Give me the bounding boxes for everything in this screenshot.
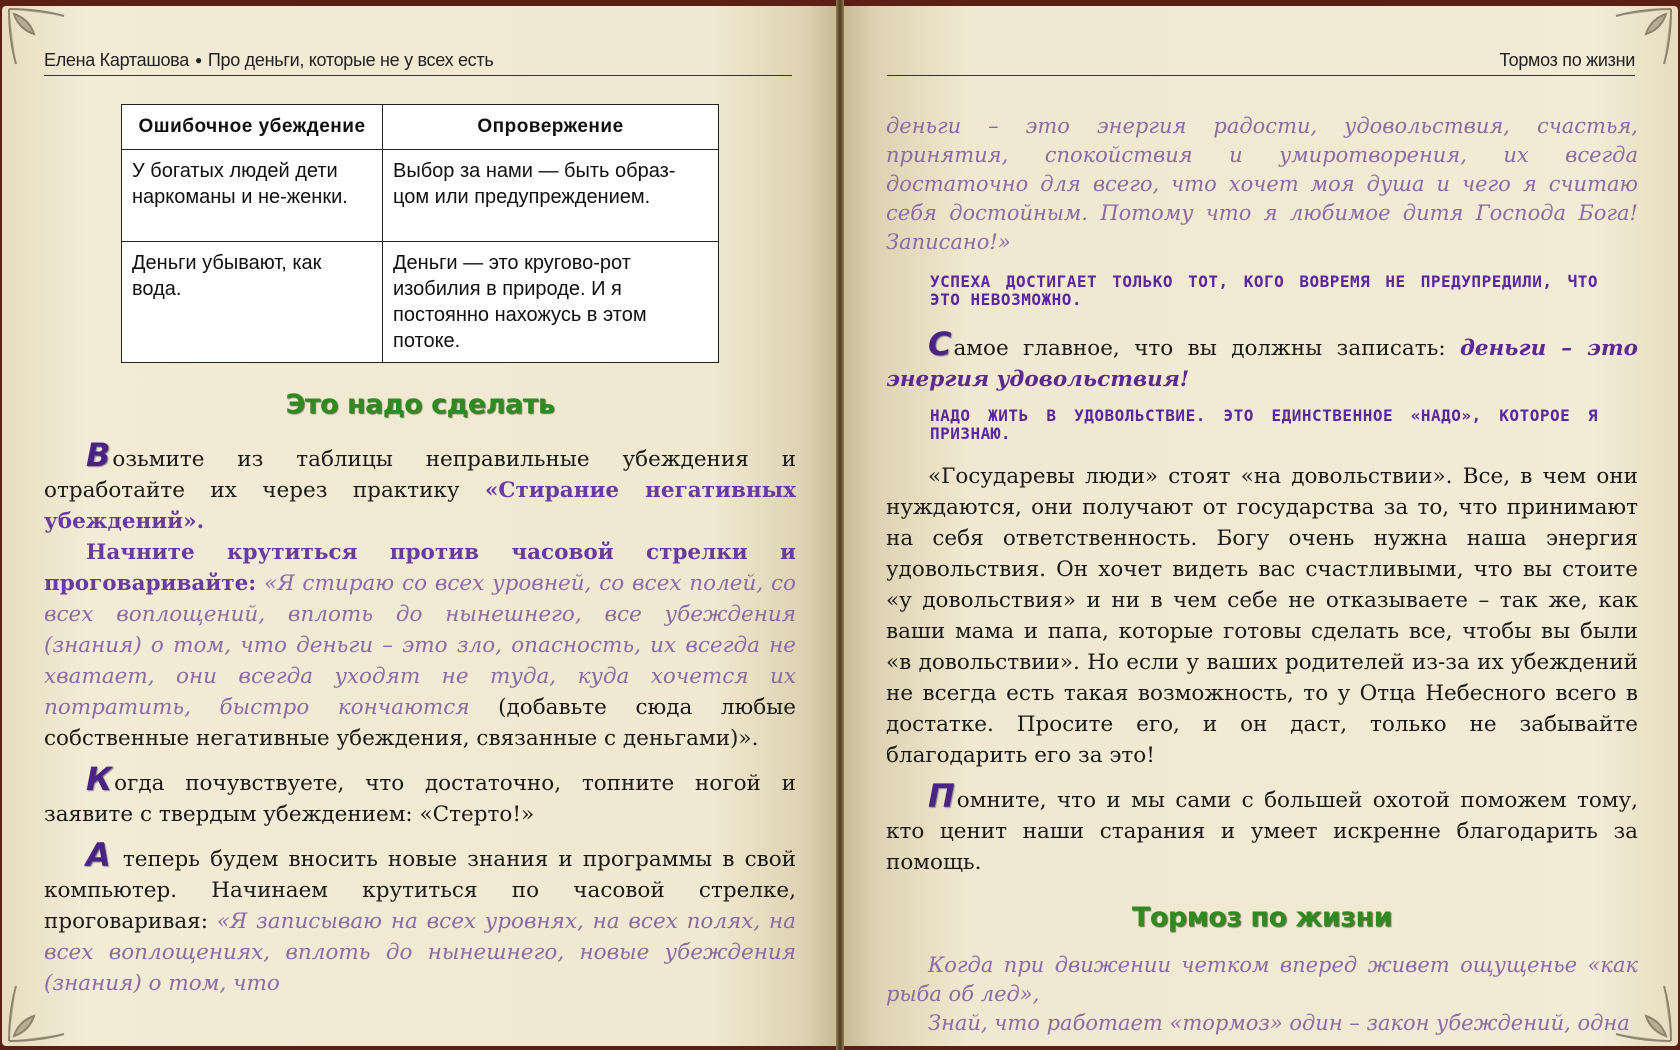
poem-line: Знай, что работает «тормоз» один – закон убеждений, одна bbox=[928, 1011, 1630, 1035]
drop-cap: П bbox=[928, 777, 955, 815]
paragraph bbox=[44, 537, 796, 754]
paragraph bbox=[886, 777, 1638, 878]
paragraph bbox=[44, 836, 796, 999]
drop-cap: С bbox=[928, 325, 952, 363]
drop-cap: К bbox=[86, 760, 113, 798]
right-page-content bbox=[886, 112, 1638, 1038]
paragraph-text: теперь будем вносить новые знания и программы в свой компьютер. Начинаем крутиться по часовой стрелке, проговаривая: bbox=[44, 847, 796, 934]
paragraph-text: огда почувствуете, что достаточно, топните ногой и заявите с твердым убеждением: «Стерто!» bbox=[44, 771, 796, 827]
table-row bbox=[122, 242, 719, 363]
drop-cap: А bbox=[86, 836, 111, 874]
affirmation-text: «Я записываю на всех уровнях, на всех полях, на всех воплощениях, вплоть до нынешнего, новые убеждения (знания) о том, что bbox=[44, 909, 796, 996]
paragraph bbox=[44, 436, 796, 537]
paragraph bbox=[44, 760, 796, 830]
book-spine bbox=[836, 0, 844, 1050]
table-cell: Выбор за нами — быть образ-цом или предупреждением. bbox=[383, 150, 719, 242]
table-cell: У богатых людей дети наркоманы и не-женки. bbox=[122, 150, 383, 242]
affirmation-continued: деньги – это энергия радости, удовольствия, счастья, принятия, спокойствия и умиротворения, их всегда достаточно для всего, что хочет моя душа и чего я считаю себя достойным. Потому что я любимое дитя Господа Бога! Записано!» bbox=[886, 114, 1638, 254]
quote-block: НАДО ЖИТЬ В УДОВОЛЬСТВИЕ. ЭТО ЕДИНСТВЕННОЕ «НАДО», КОТОРОЕ Я ПРИЗНАЮ. bbox=[930, 406, 1598, 443]
left-page-content bbox=[44, 104, 796, 1009]
instruction-bold: Начните крутиться против часовой стрелки и проговаривайте: bbox=[44, 540, 796, 596]
bullet-separator: ● bbox=[194, 53, 202, 67]
table-row bbox=[122, 150, 719, 242]
affirmation-text: «Я стираю со всех уровней, со всех полей, со всех воплощений, вплоть до нынешнего, все убеждения (знания) о том, что деньги – это зло, опасность, их всегда не хватает, они всегда уходят не туда, куда хочется их потратить, быстро кончаются bbox=[44, 571, 796, 720]
book-title: Про деньги, которые не у всех есть bbox=[207, 50, 494, 70]
table-header-cell: Ошибочное убеждение bbox=[122, 105, 383, 150]
drop-cap: В bbox=[86, 436, 111, 474]
section-heading: Это надо сделать bbox=[285, 389, 555, 420]
paragraph-text: озьмите из таблицы неправильные убеждения и отработайте их через практику bbox=[44, 447, 796, 503]
paragraph-text: амое главное, что вы должны записать: bbox=[953, 336, 1460, 361]
poem-line: Когда при движении четком вперед живет ощущенье «как рыба об лед», bbox=[886, 953, 1638, 1006]
practice-link[interactable]: «Стирание негативных убеждений». bbox=[44, 478, 796, 534]
key-statement: деньги – это энергия удовольствия! bbox=[886, 336, 1638, 392]
beliefs-table bbox=[121, 104, 719, 363]
author-name: Елена Карташова bbox=[44, 50, 189, 70]
table-cell: Деньги убывают, как вода. bbox=[122, 242, 383, 363]
running-head-right bbox=[887, 50, 1635, 76]
paragraph bbox=[886, 325, 1638, 395]
table-header-cell: Опровержение bbox=[383, 105, 719, 150]
section-heading: Тормоз по жизни bbox=[1131, 902, 1393, 933]
chapter-title: Тормоз по жизни bbox=[1499, 50, 1635, 70]
paragraph-text: (добавьте сюда любые собственные негативные убеждения, связанные с деньгами)». bbox=[44, 695, 796, 751]
table-cell: Деньги — это кругово-рот изобилия в природе. И я постоянно нахожусь в этом потоке. bbox=[383, 242, 719, 363]
paragraph: «Государевы люди» стоят «на довольствии». Все, в чем они нуждаются, они получают от государства за то, что принимают на себя ответственность. Богу очень нужна наша энергия удовольствия. Он хочет видеть вас счастливыми, что вы стоите «у довольствия» и ни в чем себе не отказываете – так же, как ваши мама и папа, которые готовы сделать все, чтобы вы были «в довольствии». Но если у ваших родителей из-за их убеждений не всегда есть такая возможность, то у Отца Небесного всего в достатке. Просите его, и он даст, только не забывайте благодарить его за это! bbox=[886, 464, 1638, 768]
running-head-left bbox=[44, 50, 792, 76]
quote-block: УСПЕХА ДОСТИГАЕТ ТОЛЬКО ТОТ, КОГО ВОВРЕМЯ НЕ ПРЕДУПРЕДИЛИ, ЧТО ЭТО НЕВОЗМОЖНО. bbox=[930, 272, 1598, 309]
paragraph-text: омните, что и мы сами с большей охотой поможем тому, кто ценит наши старания и умеет искренне благодарить за помощь. bbox=[886, 788, 1638, 875]
table-header-row bbox=[122, 105, 719, 150]
